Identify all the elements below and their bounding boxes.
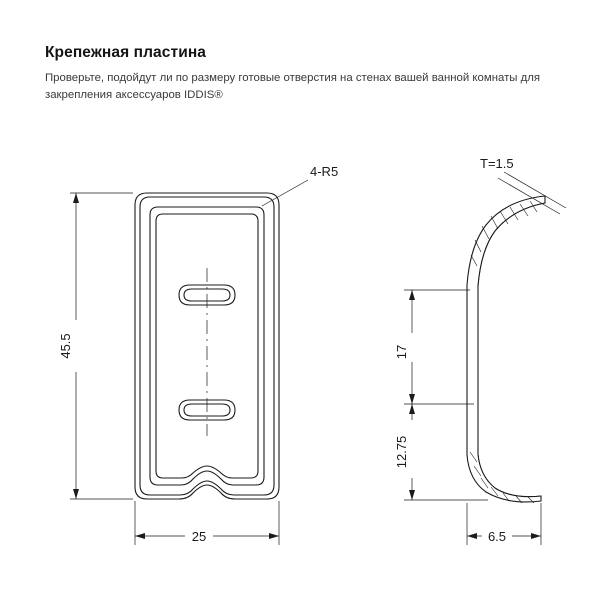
side-dim-lower-label: 12.75 <box>394 435 409 469</box>
thickness-leader-2 <box>504 172 566 208</box>
side-profile-bottom-line <box>478 454 541 497</box>
side-view <box>467 196 545 503</box>
page-title: Крепежная пластина <box>45 44 207 61</box>
thickness-label: T=1.5 <box>480 156 514 171</box>
radius-label: 4-R5 <box>310 164 339 179</box>
width-arrow-right <box>269 533 279 539</box>
side-arrow-1275-top <box>409 404 415 414</box>
front-view-dimensions <box>70 180 308 545</box>
front-height-label: 45.5 <box>58 333 73 359</box>
side-profile-outer <box>467 196 545 502</box>
front-width-label: 25 <box>191 529 207 544</box>
side-view-dimensions <box>404 172 566 545</box>
side-dim-upper-label: 17 <box>394 344 409 360</box>
front-view <box>135 193 279 499</box>
side-width-arrow-left <box>467 533 477 539</box>
side-arrow-17-top <box>409 290 415 300</box>
height-arrow-top <box>73 193 79 203</box>
side-arrow-17-bottom <box>409 394 415 404</box>
width-arrow-left <box>135 533 145 539</box>
side-hatch-lower <box>470 452 534 503</box>
thickness-leader <box>498 178 560 214</box>
height-arrow-bottom <box>73 489 79 499</box>
side-arrow-1275-bottom <box>409 490 415 500</box>
side-width-label: 6.5 <box>487 529 507 544</box>
page-subtitle: Проверьте, подойдут ли по размеру готовые отверстия на стенах вашей ванной комнаты для закрепления аксессуаров IDDIS® <box>45 71 541 101</box>
side-width-arrow-right <box>531 533 541 539</box>
